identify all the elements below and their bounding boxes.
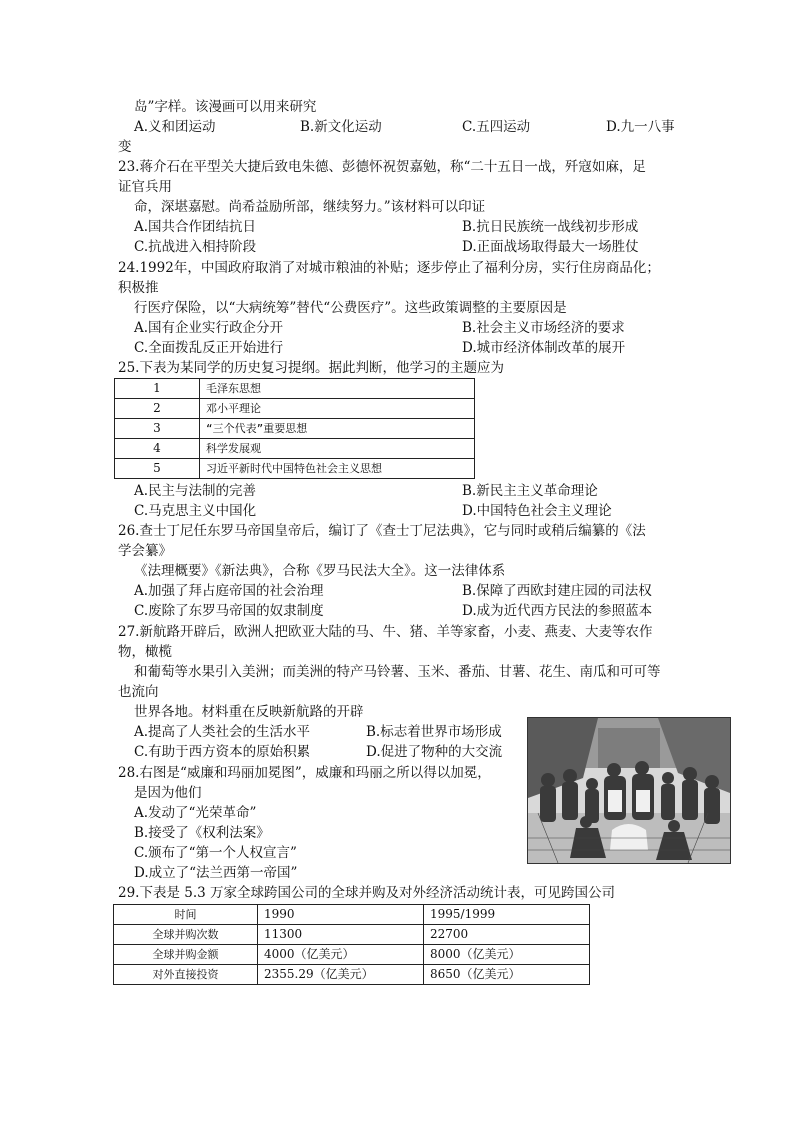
table-cell: 1 bbox=[115, 379, 200, 399]
q27-stem-line1: 27.新航路开辟后，欧洲人把欧亚大陆的马、牛、猪、羊等家畜，小麦、燕麦、大麦等农作 bbox=[118, 624, 653, 640]
table-cell: 2355.29（亿美元） bbox=[258, 965, 424, 985]
q24-option-d: D.城市经济体制改革的展开 bbox=[462, 340, 626, 356]
q29-statistics-table bbox=[113, 904, 590, 985]
q24-stem-line2: 积极推 bbox=[118, 280, 159, 296]
table-row bbox=[114, 945, 590, 965]
table-cell: 时间 bbox=[114, 905, 258, 925]
q22-option-d: D.九一八事 bbox=[606, 119, 675, 135]
q24-option-c: C.全面拨乱反正开始进行 bbox=[134, 340, 284, 356]
q23-stem-line2: 证官兵用 bbox=[118, 179, 172, 195]
table-cell: 11300 bbox=[258, 925, 424, 945]
table-cell: “三个代表”重要思想 bbox=[200, 419, 475, 439]
q24-option-b: B.社会主义市场经济的要求 bbox=[462, 320, 625, 336]
q27-option-c: C.有助于西方资本的原始积累 bbox=[134, 744, 311, 760]
q22-option-b: B.新文化运动 bbox=[300, 119, 382, 135]
table-cell: 5 bbox=[115, 459, 200, 479]
q24-stem-line1: 24.1992年，中国政府取消了对城市粮油的补贴；逐步停止了福利分房，实行住房商品化； bbox=[118, 260, 660, 276]
table-cell: 1995/1999 bbox=[424, 905, 590, 925]
q28-stem-line1: 28.右图是“威廉和玛丽加冕图”，威廉和玛丽之所以得以加冕， bbox=[118, 765, 491, 781]
q28-stem-line2: 是因为他们 bbox=[134, 785, 202, 801]
q26-option-c: C.废除了东罗马帝国的奴隶制度 bbox=[134, 603, 324, 619]
table-row bbox=[114, 905, 590, 925]
table-row bbox=[115, 379, 475, 399]
table-cell: 8650（亿美元） bbox=[424, 965, 590, 985]
q23-option-b: B.抗日民族统一战线初步形成 bbox=[462, 219, 639, 235]
q26-option-d: D.成为近代西方民法的参照蓝本 bbox=[462, 603, 653, 619]
q26-stem-line2: 学会纂》 bbox=[118, 543, 172, 559]
table-cell: 4000（亿美元） bbox=[258, 945, 424, 965]
table-cell: 8000（亿美元） bbox=[424, 945, 590, 965]
q27-stem-line5: 世界各地。材料重在反映新航路的开辟 bbox=[134, 704, 364, 720]
q25-option-b: B.新民主主义革命理论 bbox=[462, 483, 598, 499]
table-cell: 对外直接投资 bbox=[114, 965, 258, 985]
coronation-engraving-image bbox=[527, 717, 731, 864]
q22-option-a: A.义和团运动 bbox=[134, 119, 216, 135]
q28-option-c: C.颁布了“第一个人权宣言” bbox=[134, 845, 297, 861]
q25-stem: 25.下表为某同学的历史复习提纲。据此判断，他学习的主题应为 bbox=[118, 360, 504, 376]
table-row bbox=[114, 925, 590, 945]
q23-stem-line3: 命，深堪嘉慰。尚希益励所部，继续努力。”该材料可以印证 bbox=[134, 199, 486, 215]
q22-stem-cont: 岛”字样。该漫画可以用来研究 bbox=[134, 99, 317, 115]
q27-option-a: A.提高了人类社会的生活水平 bbox=[134, 724, 311, 740]
table-cell: 毛泽东思想 bbox=[200, 379, 475, 399]
q24-stem-line3: 行医疗保险，以“大病统筹”替代“公费医疗”。这些政策调整的主要原因是 bbox=[134, 300, 567, 316]
table-cell: 邓小平理论 bbox=[200, 399, 475, 419]
table-row bbox=[114, 965, 590, 985]
q28-option-d: D.成立了“法兰西第一帝国” bbox=[134, 865, 298, 881]
q27-stem-line4: 也流向 bbox=[118, 684, 159, 700]
table-cell: 习近平新时代中国特色社会主义思想 bbox=[200, 459, 475, 479]
table-cell: 4 bbox=[115, 439, 200, 459]
table-row bbox=[115, 399, 475, 419]
q23-option-c: C.抗战进入相持阶段 bbox=[134, 239, 257, 255]
q26-option-a: A.加强了拜占庭帝国的社会治理 bbox=[134, 583, 324, 599]
q28-option-b: B.接受了《权利法案》 bbox=[134, 825, 270, 841]
q23-stem-line1: 23.蒋介石在平型关大捷后致电朱德、彭德怀祝贺嘉勉，称“二十五日一战，歼寇如麻，足 bbox=[118, 159, 646, 175]
q23-option-a: A.国共合作团结抗日 bbox=[134, 219, 257, 235]
table-row bbox=[115, 419, 475, 439]
q27-stem-line2: 物，橄榄 bbox=[118, 644, 172, 660]
q25-outline-table bbox=[114, 378, 475, 479]
table-cell: 1990 bbox=[258, 905, 424, 925]
q23-option-d: D.正面战场取得最大一场胜仗 bbox=[462, 239, 639, 255]
table-cell: 全球并购次数 bbox=[114, 925, 258, 945]
q26-option-b: B.保障了西欧封建庄园的司法权 bbox=[462, 583, 652, 599]
q27-stem-line3: 和葡萄等水果引入美洲；而美洲的特产马铃薯、玉米、番茄、甘薯、花生、南瓜和可可等 bbox=[134, 664, 661, 680]
q25-option-a: A.民主与法制的完善 bbox=[134, 483, 257, 499]
table-cell: 22700 bbox=[424, 925, 590, 945]
q26-stem-line1: 26.查士丁尼任东罗马帝国皇帝后，编订了《查士丁尼法典》，它与同时或稍后编纂的《法 bbox=[118, 523, 646, 539]
table-cell: 科学发展观 bbox=[200, 439, 475, 459]
q29-stem: 29.下表是 5.3 万家全球跨国公司的全球并购及对外经济活动统计表，可见跨国公司 bbox=[118, 885, 616, 901]
q25-option-d: D.中国特色社会主义理论 bbox=[462, 503, 612, 519]
q27-option-b: B.标志着世界市场形成 bbox=[366, 724, 502, 740]
q26-stem-line3: 《法理概要》《新法典》，合称《罗马民法大全》。这一法律体系 bbox=[134, 563, 506, 579]
table-cell: 2 bbox=[115, 399, 200, 419]
table-row bbox=[115, 439, 475, 459]
q27-option-d: D.促进了物种的大交流 bbox=[366, 744, 503, 760]
table-row bbox=[115, 459, 475, 479]
table-cell: 3 bbox=[115, 419, 200, 439]
table-cell: 全球并购金额 bbox=[114, 945, 258, 965]
q25-option-c: C.马克思主义中国化 bbox=[134, 503, 257, 519]
q28-option-a: A.发动了“光荣革命” bbox=[134, 805, 257, 821]
q24-option-a: A.国有企业实行政企分开 bbox=[134, 320, 284, 336]
q22-option-c: C.五四运动 bbox=[462, 119, 531, 135]
q22-option-d-wrap: 变 bbox=[118, 139, 132, 155]
